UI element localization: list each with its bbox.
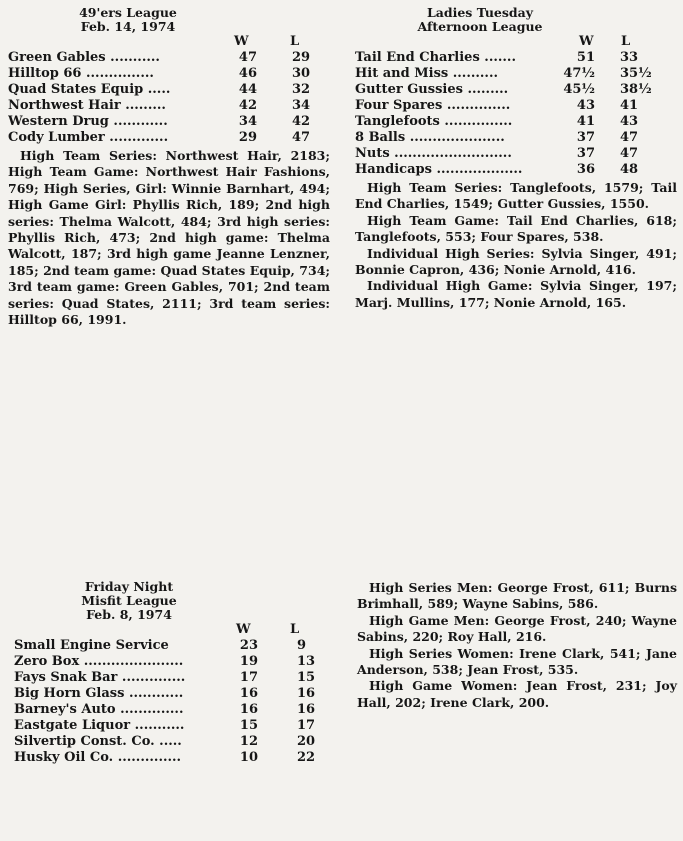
team-name: 8 Balls ..................... [355, 130, 505, 145]
team-wins: 47½ [563, 66, 595, 81]
results-paragraph: High Game Women: Jean Frost, 231; Joy Hall, 202; Irene Clark, 200. [357, 678, 677, 710]
results-paragraph: High Team Game: Tail End Charlies, 618; Tanglefoots, 553; Four Spares, 538. [355, 212, 677, 245]
team-losses: 48 [620, 162, 639, 177]
standings-row [14, 734, 324, 750]
team-losses: 42 [292, 114, 311, 129]
team-name: Four Spares .............. [355, 98, 511, 113]
standings-row [8, 82, 330, 98]
team-wins: 23 [239, 638, 258, 653]
team-wins: 41 [576, 114, 595, 129]
team-name: Hit and Miss .......... [355, 66, 498, 81]
results-paragraph: High Team Series: Northwest Hair, 2183; High Team Game: Northwest Hair Fashions, 769; High Series, Girl: Winnie Barnhart, 494; High Game Girl: Phyllis Rich, 189; 2nd high series: Thelma Walcott, 484; 3rd high series: Phyllis Rich, 473; 2nd high game: Thelma Walcott, 187; 3rd high game Jeanne Lenzner, 185; 2nd team game: Quad States Equip, 734; 3rd team game: Green Gables, 701; 2nd team series: Quad States, 2111; 3rd team series: Hilltop 66, 1991. [8, 148, 330, 328]
column-headers [8, 34, 330, 50]
league-49ers [8, 6, 330, 328]
team-losses: 32 [292, 82, 311, 97]
team-name: Hilltop 66 ............... [8, 66, 154, 81]
wins-header: W [236, 622, 251, 637]
standings-row [355, 66, 677, 82]
team-name: Eastgate Liquor ........... [14, 718, 185, 733]
team-losses: 29 [292, 50, 311, 65]
team-wins: 29 [238, 130, 257, 145]
team-name: Small Engine Service [14, 638, 169, 653]
team-wins: 17 [239, 670, 258, 685]
league-date: Feb. 8, 1974 [86, 607, 172, 622]
team-losses: 43 [620, 114, 639, 129]
team-wins: 42 [238, 98, 257, 113]
team-wins: 37 [576, 146, 595, 161]
standings-row [355, 162, 677, 178]
team-losses: 33 [620, 50, 639, 65]
team-name: Gutter Gussies ......... [355, 82, 509, 97]
team-wins: 16 [239, 702, 258, 717]
team-name: Fays Snak Bar .............. [14, 670, 186, 685]
team-name: Silvertip Const. Co. ..... [14, 734, 182, 749]
team-losses: 13 [297, 654, 316, 669]
league-title: Ladies Tuesday [426, 5, 534, 20]
results-paragraph: Individual High Game: Sylvia Singer, 197; Marj. Mullins, 177; Nonie Arnold, 165. [355, 278, 677, 310]
team-name: Big Horn Glass ............ [14, 686, 184, 701]
team-wins: 10 [239, 750, 258, 765]
standings-row [355, 146, 677, 162]
team-losses: 47 [620, 146, 639, 161]
team-name: Zero Box ...................... [14, 654, 184, 669]
standings-row [355, 98, 677, 114]
standings-row [14, 702, 324, 718]
team-name: Green Gables ........... [8, 50, 160, 65]
standings-list [8, 50, 330, 146]
standings-row [14, 638, 324, 654]
misfit-results [357, 580, 677, 711]
team-losses: 17 [297, 718, 316, 733]
results-paragraph: Individual High Series: Sylvia Singer, 491; Bonnie Capron, 436; Nonie Arnold, 416. [355, 245, 677, 278]
team-losses: 9 [297, 638, 307, 653]
team-wins: 45½ [563, 82, 595, 97]
standings-row [8, 98, 330, 114]
team-wins: 51 [576, 50, 595, 65]
standings-row [355, 114, 677, 130]
standings-row [14, 654, 324, 670]
results-paragraph: High Series Men: George Frost, 611; Burns Brimhall, 589; Wayne Sabins, 586. [357, 580, 677, 612]
losses-header: L [290, 34, 300, 49]
team-wins: 16 [239, 686, 258, 701]
column-headers [355, 34, 677, 50]
results-paragraph: High Team Series: Tanglefoots, 1579; Tail End Charlies, 1549; Gutter Gussies, 1550. [355, 180, 677, 212]
team-losses: 34 [292, 98, 311, 113]
team-name: Tanglefoots ............... [355, 114, 513, 129]
standings-list [14, 638, 324, 766]
team-wins: 47 [238, 50, 257, 65]
team-wins: 19 [239, 654, 258, 669]
team-losses: 47 [620, 130, 639, 145]
team-name: Quad States Equip ..... [8, 82, 171, 97]
losses-header: L [290, 622, 300, 637]
team-losses: 20 [297, 734, 316, 749]
team-name: Handicaps ................... [355, 162, 523, 177]
standings-list [355, 50, 677, 178]
standings-row [8, 114, 330, 130]
results-paragraph: High Game Men: George Frost, 240; Wayne Sabins, 220; Roy Hall, 216. [357, 612, 677, 645]
team-losses: 15 [297, 670, 316, 685]
standings-row [14, 750, 324, 766]
results-paragraph: High Series Women: Irene Clark, 541; Jane Anderson, 538; Jean Frost, 535. [357, 645, 677, 678]
wins-header: W [234, 34, 249, 49]
team-name: Barney's Auto .............. [14, 702, 184, 717]
team-name: Cody Lumber ............. [8, 130, 169, 145]
standings-row [355, 82, 677, 98]
league-ladies-tuesday [355, 6, 677, 311]
team-wins: 44 [238, 82, 257, 97]
team-losses: 35½ [620, 66, 652, 81]
team-name: Tail End Charlies ....... [355, 50, 516, 65]
team-losses: 38½ [620, 82, 652, 97]
team-losses: 22 [297, 750, 316, 765]
team-losses: 16 [297, 702, 316, 717]
team-wins: 46 [238, 66, 257, 81]
team-name: Northwest Hair ......... [8, 98, 166, 113]
league-friday-misfit [14, 580, 324, 766]
league-title: 49'ers League [79, 5, 177, 20]
team-losses: 16 [297, 686, 316, 701]
league-subtitle: Afternoon League [417, 19, 543, 34]
league-date: Feb. 14, 1974 [80, 19, 176, 34]
standings-row [14, 670, 324, 686]
standings-row [14, 718, 324, 734]
team-wins: 37 [576, 130, 595, 145]
standings-row [355, 130, 677, 146]
wins-header: W [579, 34, 594, 49]
team-wins: 15 [239, 718, 258, 733]
team-losses: 47 [292, 130, 311, 145]
column-headers [14, 622, 324, 638]
team-name: Nuts .......................... [355, 146, 512, 161]
league-title: Friday Night [84, 579, 174, 594]
team-name: Husky Oil Co. .............. [14, 750, 182, 765]
standings-row [8, 130, 330, 146]
team-name: Western Drug ............ [8, 114, 168, 129]
team-wins: 12 [239, 734, 258, 749]
standings-row [8, 66, 330, 82]
league-subtitle: Misfit League [81, 593, 177, 608]
standings-row [8, 50, 330, 66]
team-losses: 41 [620, 98, 639, 113]
standings-row [355, 50, 677, 66]
team-wins: 36 [576, 162, 595, 177]
losses-header: L [621, 34, 631, 49]
standings-row [14, 686, 324, 702]
team-losses: 30 [292, 66, 311, 81]
team-wins: 43 [576, 98, 595, 113]
team-wins: 34 [238, 114, 257, 129]
